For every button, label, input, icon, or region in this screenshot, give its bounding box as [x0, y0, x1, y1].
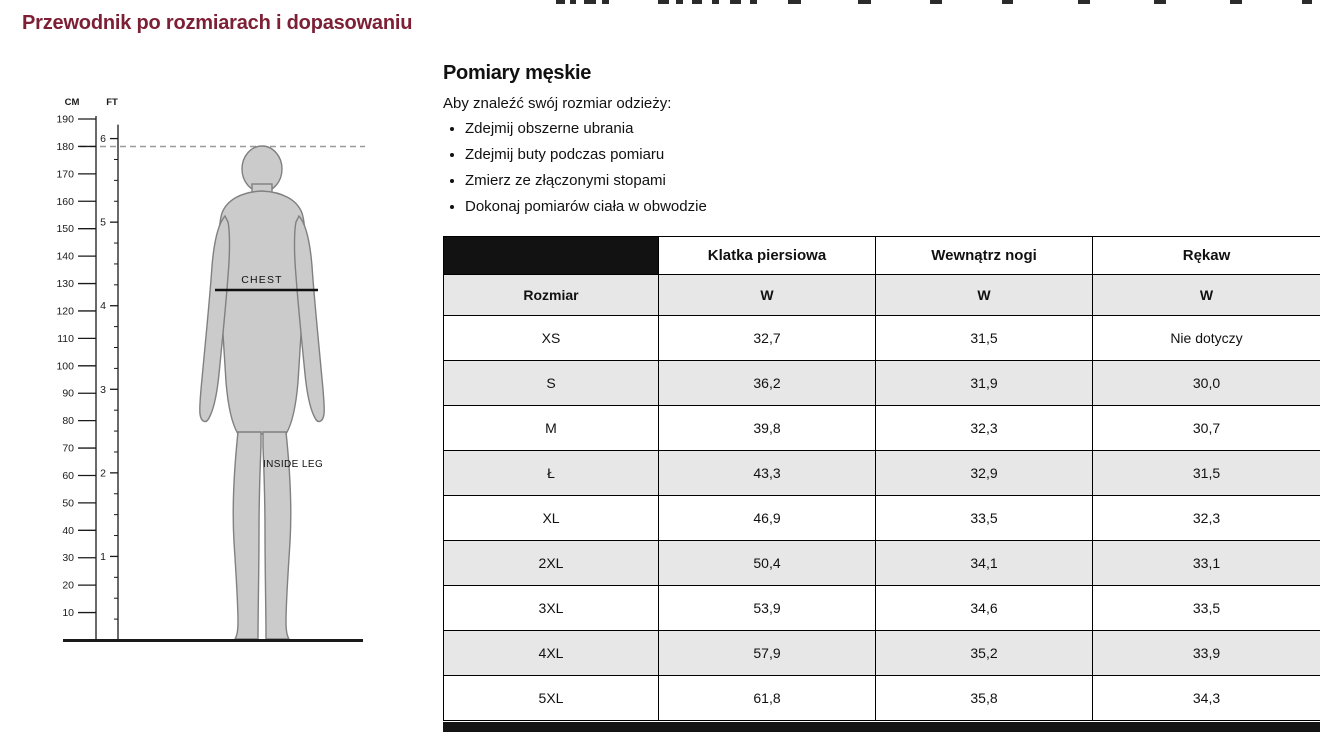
size-label: Ł [444, 451, 659, 496]
size-label: 5XL [444, 676, 659, 721]
measurement-value: 53,9 [659, 586, 876, 631]
svg-text:110: 110 [57, 332, 74, 345]
measurement-value: 35,8 [876, 676, 1093, 721]
measurement-value: 36,2 [659, 361, 876, 406]
instruction-item: • Dokonaj pomiarów ciała w obwodzie [465, 198, 1320, 215]
crop-glyph-fragment [584, 0, 596, 4]
ft-unit-label: FT [106, 97, 118, 108]
size-row-M [444, 406, 1320, 451]
silhouette-left-arm [200, 216, 230, 421]
svg-text:50: 50 [62, 497, 74, 510]
crop-glyph-fragment [1230, 0, 1242, 4]
svg-text:4: 4 [100, 300, 106, 313]
crop-glyph-fragment [788, 0, 801, 4]
size-label: 4XL [444, 631, 659, 676]
svg-text:5: 5 [100, 216, 106, 229]
measurement-value: 35,2 [876, 631, 1093, 676]
measurement-value: 61,8 [659, 676, 876, 721]
svg-text:6: 6 [100, 133, 106, 146]
crop-glyph-fragment [676, 0, 683, 4]
measurement-value: 57,9 [659, 631, 876, 676]
section-heading: Pomiary męskie [443, 62, 592, 84]
mens-measurements-section [443, 62, 1320, 224]
crop-glyph-fragment [602, 0, 609, 4]
height-diagram-svg [25, 50, 435, 650]
crop-glyph-fragment [1154, 0, 1166, 4]
column-header: Rękaw [1093, 237, 1320, 275]
svg-text:160: 160 [56, 195, 74, 208]
unit-header: W [659, 275, 876, 316]
svg-text:140: 140 [56, 250, 74, 263]
measurement-value: 32,3 [1093, 496, 1320, 541]
svg-text:10: 10 [62, 607, 74, 620]
svg-text:130: 130 [56, 278, 74, 291]
size-row-Ł [444, 451, 1320, 496]
crop-glyph-fragment [930, 0, 942, 4]
svg-text:30: 30 [62, 552, 74, 565]
next-section-crop-bar [443, 722, 1320, 732]
crop-glyph-fragment [556, 0, 565, 4]
svg-text:170: 170 [56, 168, 74, 181]
svg-text:80: 80 [62, 415, 74, 428]
inside-leg-label: INSIDE LEG [263, 459, 324, 470]
svg-text:100: 100 [56, 360, 74, 373]
cm-unit-label: CM [64, 97, 80, 108]
column-header: Wewnątrz nogi [876, 237, 1093, 275]
size-label: M [444, 406, 659, 451]
measurement-value: 34,1 [876, 541, 1093, 586]
measurement-value: 39,8 [659, 406, 876, 451]
silhouette-torso [219, 191, 306, 434]
column-header: Klatka piersiowa [659, 237, 876, 275]
measurement-value: 32,7 [659, 316, 876, 361]
silhouette-right-arm [295, 216, 325, 421]
crop-glyph-fragment [858, 0, 871, 4]
size-label: XL [444, 496, 659, 541]
measurement-value: 43,3 [659, 451, 876, 496]
measurement-value: 50,4 [659, 541, 876, 586]
instruction-item: • Zdejmij buty podczas pomiaru [465, 146, 1320, 163]
crop-glyph-fragment [750, 0, 757, 4]
size-label: 3XL [444, 586, 659, 631]
measurement-value: 33,1 [1093, 541, 1320, 586]
svg-text:190: 190 [56, 113, 74, 126]
crop-glyph-fragment [730, 0, 741, 4]
svg-text:60: 60 [62, 469, 74, 482]
crop-glyph-fragment [570, 0, 576, 4]
size-row-5XL [444, 676, 1320, 721]
size-column-header: Rozmiar [444, 275, 659, 316]
measurement-value: 30,0 [1093, 361, 1320, 406]
svg-text:180: 180 [56, 140, 74, 153]
measurement-value: 33,9 [1093, 631, 1320, 676]
size-label: 2XL [444, 541, 659, 586]
size-row-2XL [444, 541, 1320, 586]
svg-text:20: 20 [62, 579, 74, 592]
measurement-value: 33,5 [876, 496, 1093, 541]
size-row-XL [444, 496, 1320, 541]
crop-glyph-fragment [1002, 0, 1013, 4]
measurement-value: 32,9 [876, 451, 1093, 496]
size-row-4XL [444, 631, 1320, 676]
svg-text:2: 2 [100, 467, 106, 480]
measurement-value: Nie dotyczy [1093, 316, 1320, 361]
svg-text:40: 40 [62, 524, 74, 537]
unit-header: W [1093, 275, 1320, 316]
human-silhouette [200, 146, 325, 639]
measurement-value: 46,9 [659, 496, 876, 541]
size-row-S [444, 361, 1320, 406]
size-label: XS [444, 316, 659, 361]
svg-text:70: 70 [62, 442, 74, 455]
unit-header: W [876, 275, 1093, 316]
size-table [443, 236, 1320, 721]
svg-text:90: 90 [62, 387, 74, 400]
silhouette-left-leg [233, 432, 261, 639]
measure-instructions-list [443, 120, 1320, 215]
table-corner-cell [444, 237, 659, 275]
measurement-value: 34,3 [1093, 676, 1320, 721]
chest-label: CHEST [241, 274, 283, 286]
measurement-value: 33,5 [1093, 586, 1320, 631]
height-diagram [25, 50, 435, 650]
crop-glyph-fragment [692, 0, 702, 4]
instruction-item: • Zdejmij obszerne ubrania [465, 120, 1320, 137]
table-group-header-row [444, 237, 1320, 275]
size-label: S [444, 361, 659, 406]
measurement-value: 31,5 [1093, 451, 1320, 496]
measurement-value: 31,5 [876, 316, 1093, 361]
measurement-value: 30,7 [1093, 406, 1320, 451]
intro-text: Aby znaleźć swój rozmiar odzieży: [443, 95, 672, 112]
crop-glyph-fragment [712, 0, 719, 4]
crop-glyph-fragment [658, 0, 669, 4]
crop-glyph-fragment [1302, 0, 1312, 4]
instruction-item: • Zmierz ze złączonymi stopami [465, 172, 1320, 189]
measurement-value: 34,6 [876, 586, 1093, 631]
ft-ruler [100, 97, 118, 640]
svg-text:3: 3 [100, 383, 106, 396]
crop-glyph-fragment [1078, 0, 1090, 4]
svg-text:1: 1 [100, 550, 106, 563]
size-row-XS [444, 316, 1320, 361]
measurement-value: 31,9 [876, 361, 1093, 406]
cm-ruler [56, 97, 96, 640]
page-title: Przewodnik po rozmiarach i dopasowaniu [22, 12, 413, 34]
svg-text:120: 120 [56, 305, 74, 318]
measurement-value: 32,3 [876, 406, 1093, 451]
table-sub-header-row [444, 275, 1320, 316]
svg-text:150: 150 [56, 223, 74, 236]
size-row-3XL [444, 586, 1320, 631]
